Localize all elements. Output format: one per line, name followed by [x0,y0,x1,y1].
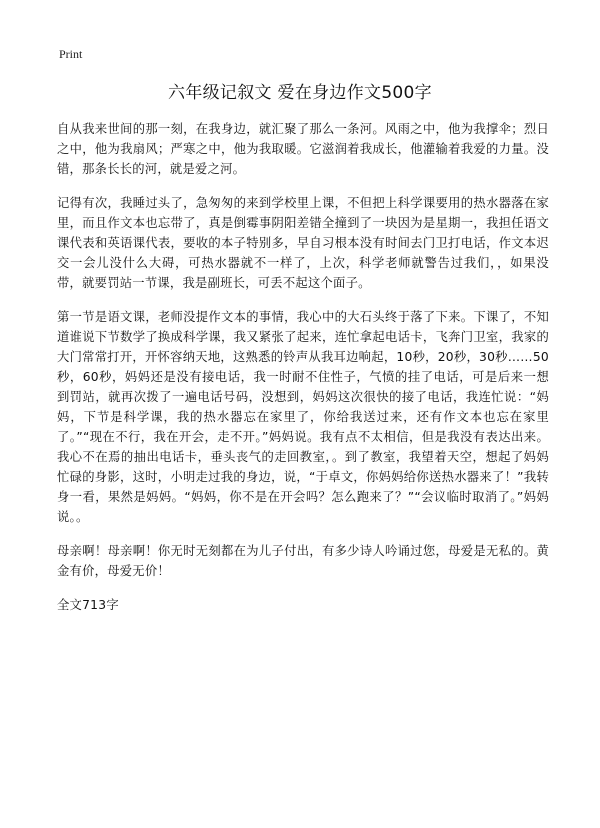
article-title: 六年级记叙文 爱在身边作文500字 [168,83,432,103]
print-link[interactable]: Print [59,47,83,61]
paragraph: 第一节是语文课，老师没提作文本的事情，我心中的大石头终于落了下来。下课了，不知道谁说下节数学了换成科学课，我又紧张了起来，连忙拿起电话卡，飞奔门卫室，我家的大门常常打开，开怀容纳天地，这熟悉的铃声从我耳边响起，10秒，20秒，30秒……50秒，60秒，妈妈还是没有接电话，我一时耐不住性子，气愤的挂了电话，可是后来一想到罚站，就再次拨了一遍电话号码，没想到，妈妈这次很快的接了电话，我连忙说：“妈妈，下节是科学课，我的热水器忘在家里了，你给我送过来，还有作文本也忘在家里了。”“现在不行，我在开会，走不开。”妈妈说。我有点不太相信，但是我没有表达出来。我心不在焉的抽出电话卡，垂头丧气的走回教室，。到了教室，我望着天空，想起了妈妈忙碌的身影，这时，小明走过我的身边，说，“于卓文，你妈妈给你送热水器来了！”我转身一看，果然是妈妈。“妈妈，你不是在开会吗？怎么跑来了？”“会议临时取消了。”妈妈说。。 [57,310,549,524]
article-body [57,119,549,615]
paragraph: 记得有次，我睡过头了，急匆匆的来到学校里上课，不但把上科学课要用的热水器落在家里，而且作文本也忘带了，真是倒霉事阴阳差错全撞到了一块因为是星期一，我担任语文课代表和英语课代表，要收的本子特别多，早自习根本没有时间去门卫打电话，作文本迟交一会儿没什么大碍，可热水器就不一样了，上次，科学老师就警告过我们，，如果没带，就要罚站一节课，我是副班长，可丢不起这个面子。 [57,196,549,290]
word-count: 全文713字 [57,598,119,612]
paragraph: 自从我来世间的那一刻，在我身边，就汇聚了那么一条河。风雨之中，他为我撑伞；烈日之中，他为我扇风；严寒之中，他为我取暖。它滋润着我成长，他灌输着我爱的力量。没错，那条长长的河，就是爱之河。 [57,122,549,176]
paragraph: 母亲啊！母亲啊！你无时无刻都在为儿子付出，有多少诗人吟诵过您，母爱是无私的。黄金有价，母爱无价！ [57,544,549,578]
